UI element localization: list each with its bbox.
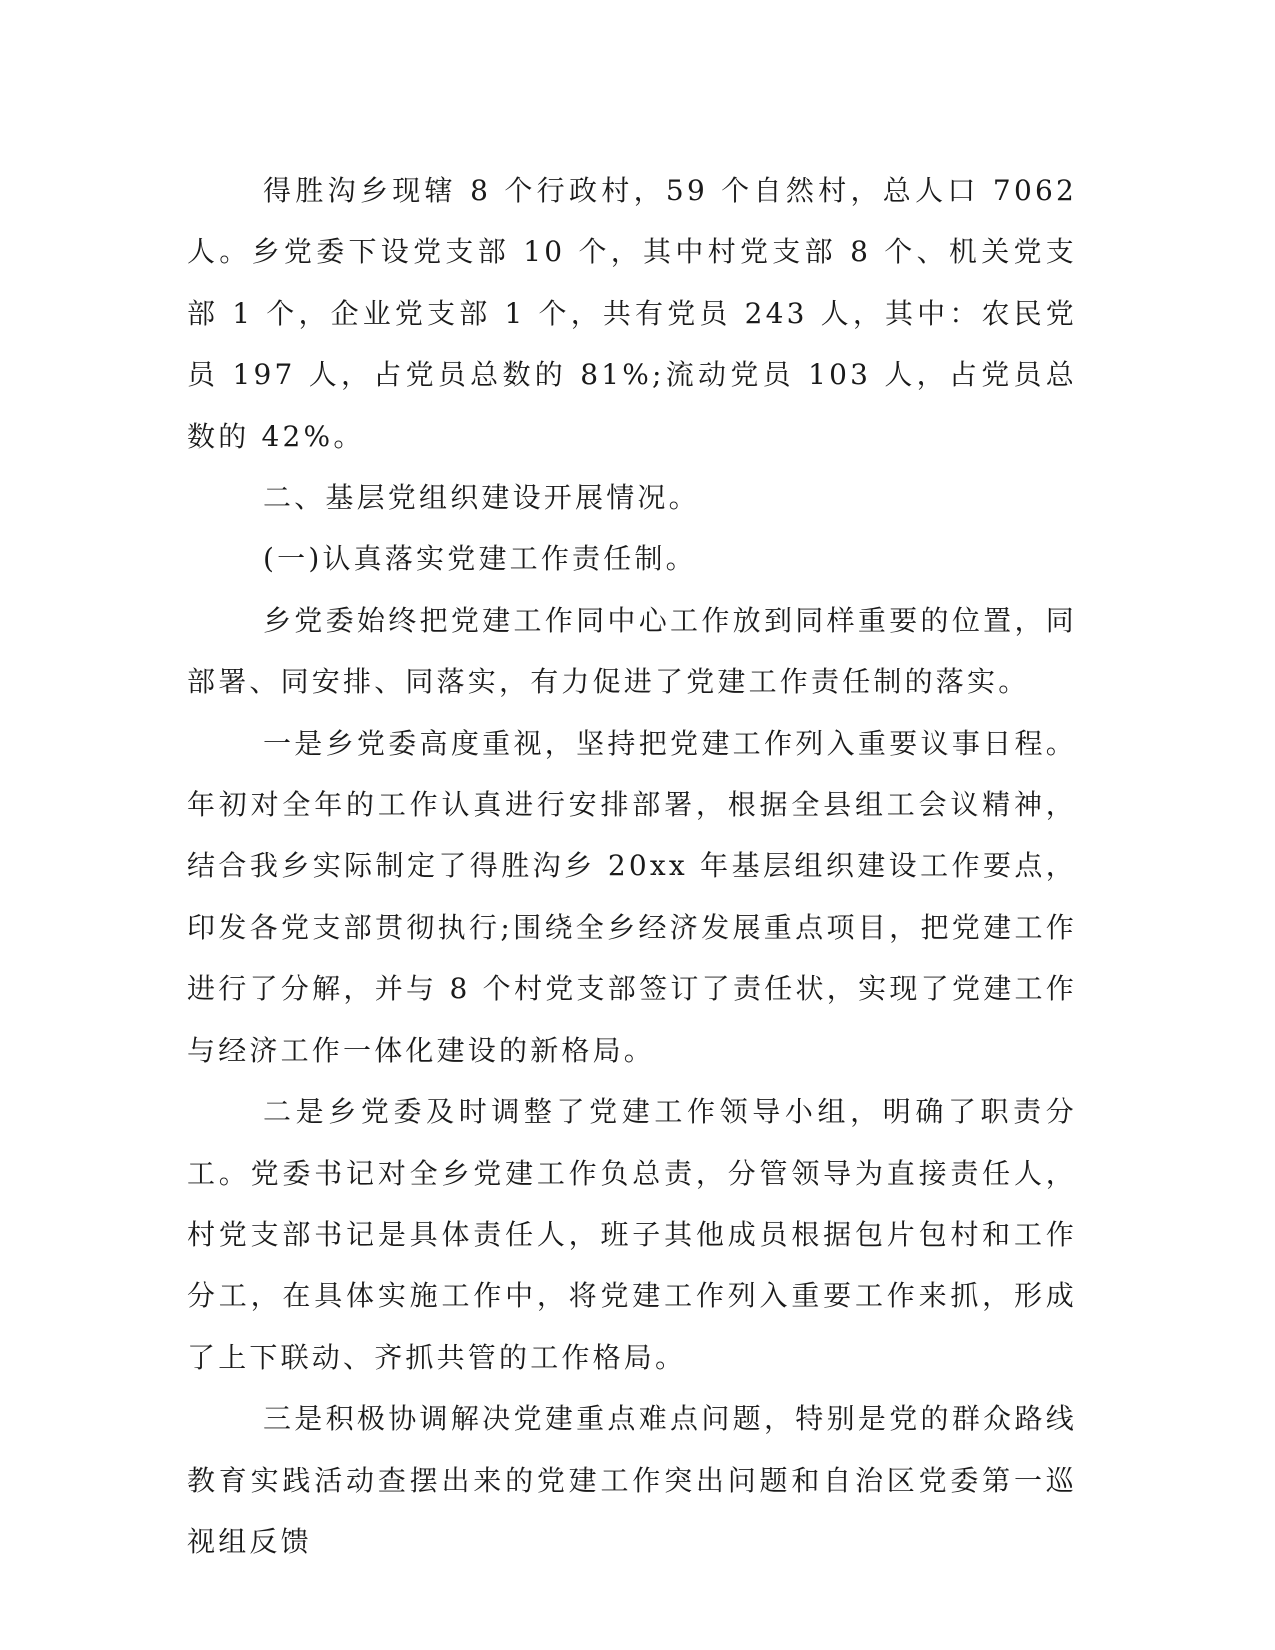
paragraph-point-one: 一是乡党委高度重视，坚持把党建工作列入重要议事日程。年初对全年的工作认真进行安排部署，根据全县组工会议精神，结合我乡实际制定了得胜沟乡 20xx 年基层组织建设工作要点，印发各党支部贯彻执行;围绕全乡经济发展重点项目，把党建工作进行了分解，并与 8 个村党支部签订了责任状，实现了党建工作与经济工作一体化建设的新格局。 <box>187 726 1077 1067</box>
document-body <box>187 160 1077 1572</box>
paragraph-point-three: 三是积极协调解决党建重点难点问题，特别是党的群众路线教育实践活动查摆出来的党建工作突出问题和自治区党委第一巡视组反馈 <box>187 1402 1077 1558</box>
paragraph-intro: 乡党委始终把党建工作同中心工作放到同样重要的位置，同部署、同安排、同落实，有力促进了党建工作责任制的落实。 <box>187 603 1077 699</box>
paragraph-overview: 得胜沟乡现辖 8 个行政村，59 个自然村，总人口 7062 人。乡党委下设党支部 10 个，其中村党支部 8 个、机关党支部 1 个，企业党支部 1 个，共有党员 243 人，其中：农民党员 197 人，占党员总数的 81%;流动党员 103 人，占党员总数的 42%。 <box>187 174 1077 453</box>
paragraph-point-two: 二是乡党委及时调整了党建工作领导小组，明确了职责分工。党委书记对全乡党建工作负总责，分管领导为直接责任人，村党支部书记是具体责任人，班子其他成员根据包片包村和工作分工，在具体实施工作中，将党建工作列入重要工作来抓，形成了上下联动、齐抓共管的工作格局。 <box>187 1095 1077 1374</box>
section-heading: 二、基层党组织建设开展情况。 <box>263 481 700 515</box>
subsection-heading: (一)认真落实党建工作责任制。 <box>263 542 697 576</box>
